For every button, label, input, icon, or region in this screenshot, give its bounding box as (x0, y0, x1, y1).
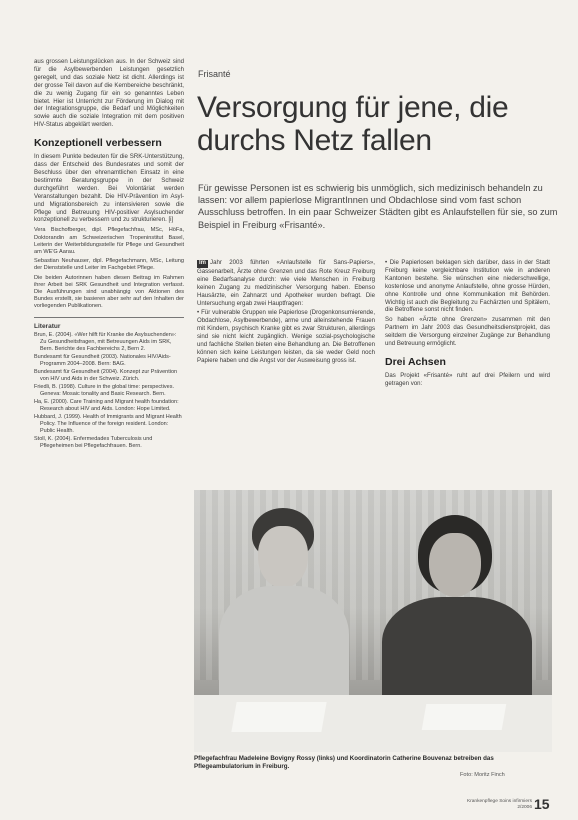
page-number: 15 (534, 796, 550, 812)
footer-magazine (452, 799, 532, 810)
literature-list (34, 332, 184, 450)
torso (219, 586, 349, 708)
middle-bullet-1: • Für vulnerable Gruppen wie Papierlose (Drogenkonsumierende, Obdachlose, Asylbewerbende), arme und alleinstehende Frauen mit Kindern, psychisch Kranke gibt es zwar Strukturen, allerdings sind sie nicht leicht zugänglich. Wenige sozial-psychologische und fachliche Stellen bieten eine Behandlung an. Die Betroffenen können sich keine Leistungen leisten, da sie weder Geld noch Papiere haben und die Angst vor der Ausweisung gross ist. (197, 309, 376, 364)
page-title: Versorgung für jene, die durchs Netz fallen (197, 91, 509, 157)
paper-sheet (231, 702, 326, 732)
literature-entry: Bundesamt für Gesundheit (2003). Nationales HIV/Aids-Programm 2004–2008. Bern: BAG. (34, 354, 171, 368)
paper-sheet (422, 704, 507, 730)
subhead-konzeptionell: Konzeptionell verbessern (34, 137, 162, 150)
literature-entry: Stoll, K. (2004). Enfermedades Tuberculosis und Pflegeheimen bei Pflegefachfrauen. Bern. (34, 436, 153, 450)
literature-entry: Ha, E. (2000). Care Training and Migrant health foundation: Research about HIV and Aids. London: Hope Limited. (34, 399, 179, 413)
photo-caption: Pflegefachfrau Madeleine Bovigny Rossy (links) und Koordinatorin Catherine Bouvenaz betreiben das Pflegeambulatorium in Freiburg. (194, 755, 494, 770)
literature-entry: Brun, E. (2004). «Wer hilft für Kranke die Asylsuchenden»: Zu Gesundheitsfragen, mit Betreuungen Aids im SRK, Bern. Berichte des Fachbereichs 2, Bern 2. (34, 332, 177, 353)
subhead-drei-achsen: Drei Achsen (385, 355, 446, 368)
torso (382, 597, 532, 710)
author-note: Die beiden Autorinnen haben diesen Beitrag im Rahmen ihrer Arbeit bei SRK Gesundheit und Integration verfasst. Die Ausführungen sind unabhängig von Aktionen des Bundes erstellt, sie basieren aber sehr auf den Inhalten der vorliegenden Publikationen. (34, 274, 184, 310)
left-column (34, 58, 184, 451)
face (429, 533, 481, 597)
author-note: Sebastian Neuhauser, dipl. Pflegefachmann, MSc, Leitung der Dienststelle und Leiter im Fachgebiet Pflege. (34, 258, 184, 272)
person-left (214, 508, 354, 708)
face (258, 526, 308, 588)
literature-entry: Hubbard, J. (1999). Health of Immigrants and Migrant Health Policy. The Influence of the foreign resident. London: Public Health. (34, 414, 182, 435)
drop-initial: Im (199, 260, 207, 266)
left-paragraph-2-text: In diesem Punkte bedeuten für die SRK-Unterstützung, dass der Entscheid des Bundesrates und somit der Beschluss über den ehrenamtlichen Einsatz in eine bestimmte Beratungsgruppe in der Schweiz durchgeführt werden. Bei Volontäriat werden Veranstaltungen bezahlt. Die HIV-Prävention im Asyl- und Migrationsbereich zu intensivieren sowie die Pflege und Betreuung HIV-positiver Asylsuchender konzeptionell zu verbessern und zu strukturieren. (34, 153, 184, 224)
article-photo (194, 490, 552, 752)
middle-bullet-1-text: Für vulnerable Gruppen wie Papierlose (Drogenkonsumierende, Obdachlose, Asylbewerbende), arme und alleinstehende Frauen mit Kindern, psychisch Kranke gibt es zwar Strukturen, allerdings sind sie nicht leicht zugänglich. Wenige sozial-psychologische und fachliche Stellen bieten eine Behandlung an. Die Betroffenen können sich keine Leistungen leisten, da sie weder Geld noch Papiere haben und die Angst vor der Ausweisung gross ist. (197, 309, 376, 364)
lead-paragraph: Für gewisse Personen ist es schwierig bis unmöglich, sich medizinisch behandeln zu lassen: vor allem papierlose MigrantInnen und Obdachlose sind vom fast schon Ausschluss betroffen. In ein paar Schweizer Städten gibt es Anlaufstellen für sie, so zum Beispiel in Freiburg «Frisanté». (198, 183, 558, 230)
magazine-issue: 2/2006 (517, 804, 532, 810)
right-bullet-2: • Die Papierlosen beklagen sich darüber, dass in der Stadt Freiburg keine vergleichbare Institution wie in anderen Kantonen bestehe. Sie wünschen eine niederschwellige, kostenlose und anonyme Anlaufstelle, ohne grosse Hürden, ohne Kontrolle und ohne Kommunikation mit Behörden. Wichtig ist auch die Begleitung zu Fachärzten und Spitälern, die Betroffene sonst nicht finden. (385, 259, 550, 314)
right-column (385, 259, 550, 388)
author-note: Vera Bischofberger, dipl. Pflegefachfrau, MSc, HöFa, Doktorandin am Schweizerischen Tropeninstitut Basel, Leiterin der Weiterbildungsstelle für Pflege und Gesundheit am WE'G Aarau. (34, 227, 184, 255)
left-paragraph-2 (34, 153, 184, 224)
person-right (374, 515, 534, 710)
right-paragraph-1: So haben «Ärzte ohne Grenzen» zusammen mit den Partnern im Jahr 2003 das Gesundheitsdienstprojekt, das seitdem die Versorgung einzelner Zugänge zur Behandlung und Betreuung ermöglicht. (385, 316, 550, 348)
right-paragraph-2: Das Projekt «Frisanté» ruht auf drei Pfeilern und wird getragen von: (385, 371, 550, 387)
photo-credit: Foto: Moritz Finch (460, 772, 505, 778)
middle-paragraph-1-text: Jahr 2003 führten «Anlaufstelle für Sans-Papiers», Gassenarbeit, Ärzte ohne Grenzen und das Rote Kreuz Freiburg eine Bedarfsanalyse durch: wie viele Menschen in Freiburg keinen Zugang zu medizinischer Versorgung haben. Ebenso Hausärzte, ein Zahnarzt und Apotheker wurden befragt. Die Untersuchung ergab zwei Hauptfragen: (197, 259, 375, 307)
middle-column (197, 259, 375, 365)
divider (34, 317, 184, 318)
literature-entry: Friedli, B. (1998). Culture in the global time: perspectives. Geneva: Mosaic tonality and Basic Research. Bern. (34, 384, 175, 398)
literature-entry: Bundesamt für Gesundheit (2004). Konzept zur Prävention von HIV und Aids in der Schweiz. Zürich. (34, 369, 178, 383)
literature-heading: Literatur (34, 322, 61, 330)
author-notes (34, 227, 184, 310)
kicker: Frisanté (198, 69, 231, 79)
right-bullet-2-text: Die Papierlosen beklagen sich darüber, dass in der Stadt Freiburg keine vergleichbare Institution wie in anderen Kantonen bestehe. Sie wünschen eine niederschwellige, kostenlose und anonyme Anlaufstelle, ohne grosse Hürden, ohne Kontrolle und ohne Kommunikation mit Behörden. Wichtig ist auch die Begleitung zu Fachärzten und Spitälern, die Betroffene sonst nicht finden. (385, 259, 550, 314)
left-paragraph-1: aus grossen Leistungslücken aus. In der Schweiz sind für die Asylbewerbenden Leistungen gesetzlich geregelt, und das soziale Netz ist dicht. Allerdings ist der grosse Teil davon auf die Kernbereiche beschränkt, die zu wenig Zugang für ein so genanntes Leben bietet. Hier ist Unterricht zur Förderung im Dialog mit der Integrationsgruppe, die Bedarf und Möglichkeiten sowie auch die soziale Integration mit dem positiven HIV-Status abgeklärt werden. (34, 58, 184, 129)
end-mark: [i] (168, 216, 174, 224)
magazine-name: Krankenpflege Soins infirmiers (466, 799, 532, 804)
middle-paragraph-1 (197, 259, 375, 307)
